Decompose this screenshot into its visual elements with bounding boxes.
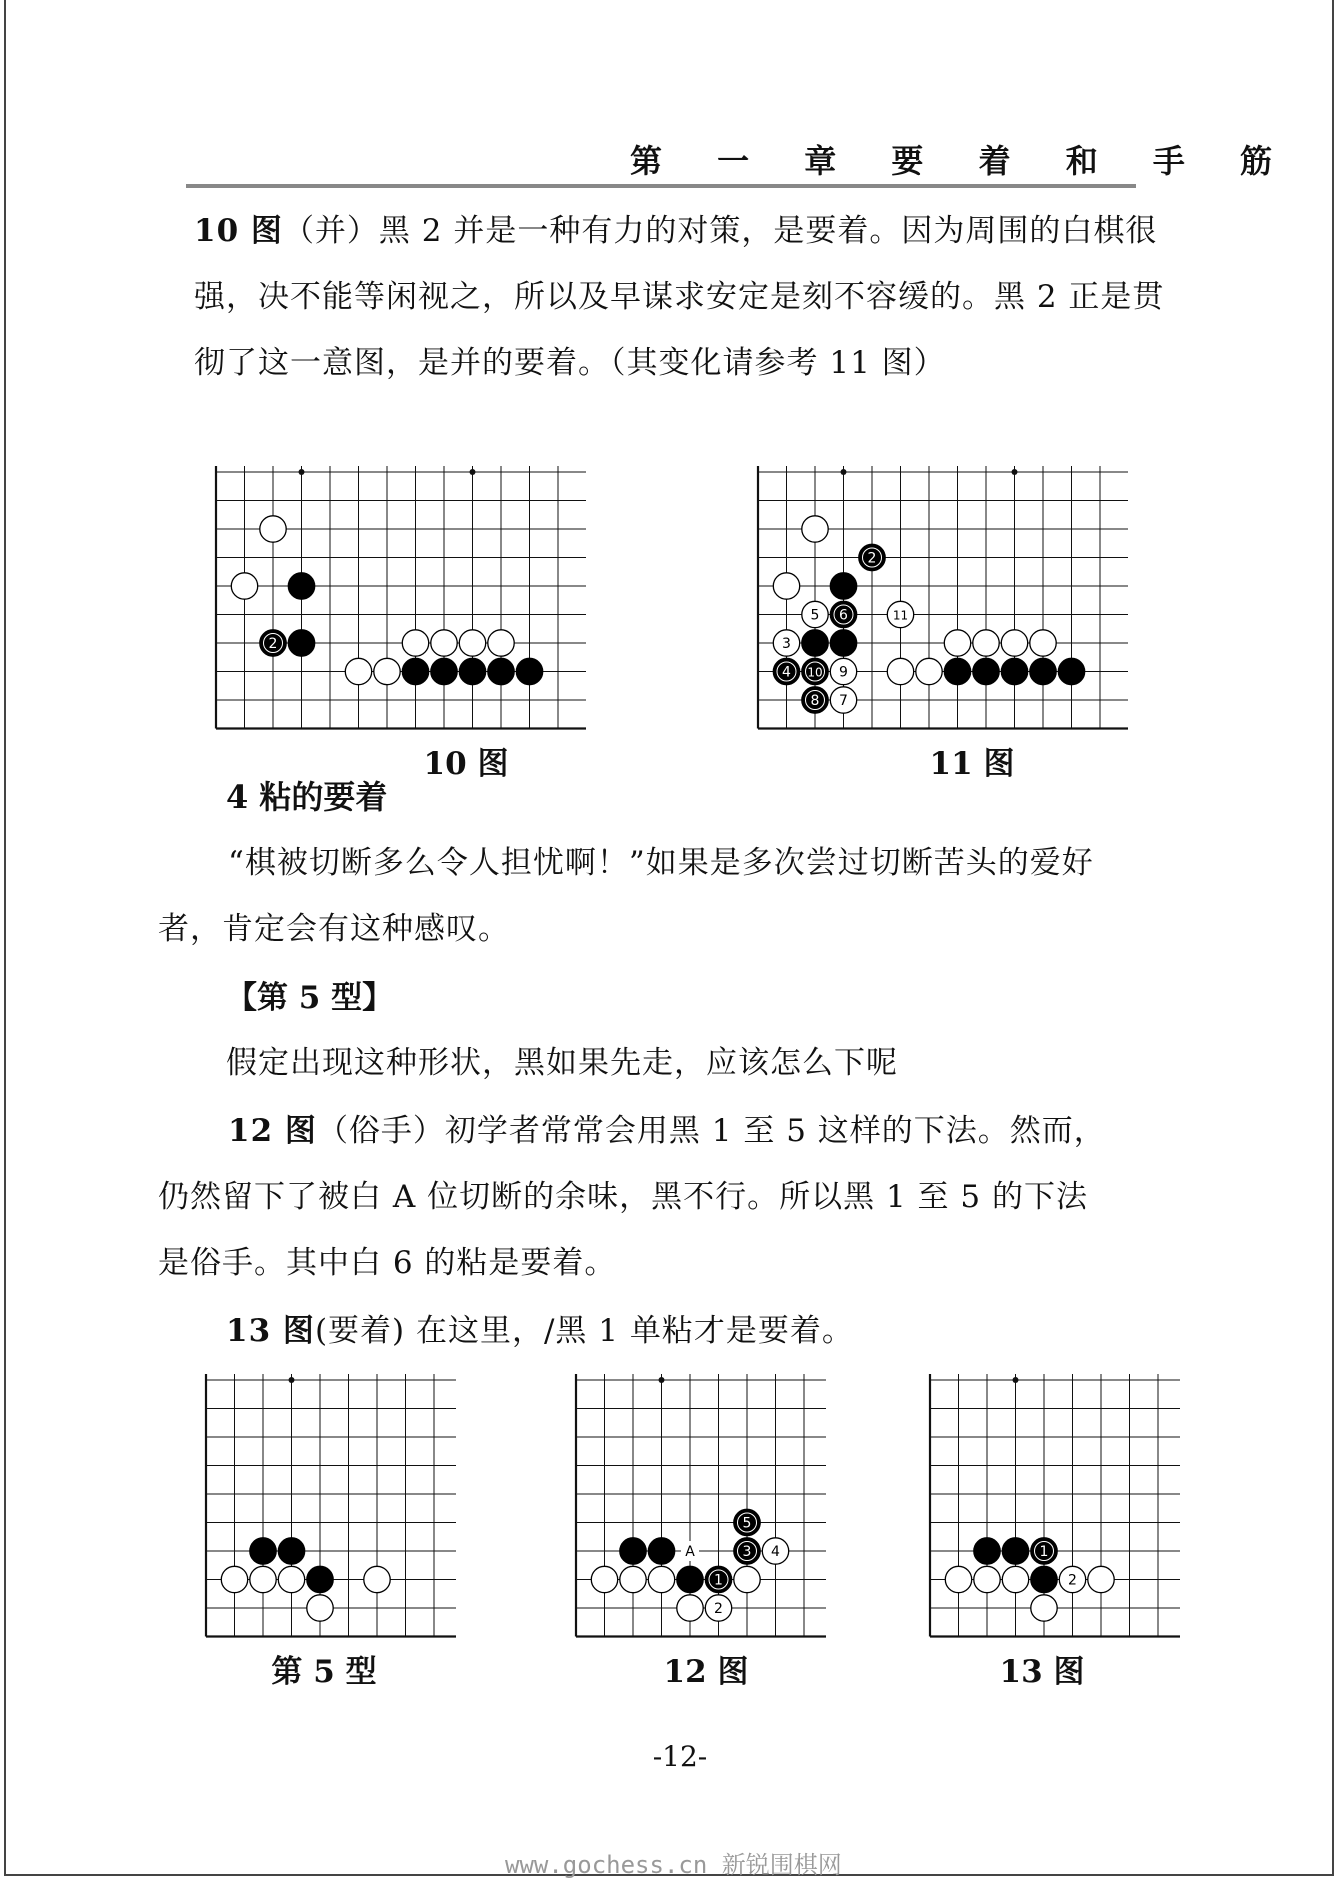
move-number-label: 4	[771, 1544, 780, 1560]
white-stone	[944, 630, 970, 656]
black-stone	[402, 658, 428, 684]
white-stone	[677, 1595, 703, 1621]
star-point	[1012, 469, 1018, 475]
white-stone	[773, 573, 799, 599]
white-stone	[1031, 1595, 1057, 1621]
caption-fig11: 11 图	[929, 746, 1015, 782]
black-stone	[516, 658, 542, 684]
caption-fig10: 10 图	[423, 746, 509, 782]
black-stone	[278, 1538, 304, 1564]
fig10-label: 10 图	[194, 213, 283, 249]
white-stone	[402, 630, 428, 656]
white-stone	[945, 1566, 971, 1592]
board-grid	[930, 1374, 1180, 1637]
white-stone	[1002, 1566, 1028, 1592]
white-stone	[1088, 1566, 1114, 1592]
white-stone	[364, 1566, 390, 1592]
move-number-label: 2	[268, 636, 278, 652]
move-number-label: 3	[782, 636, 791, 652]
type5-heading: 【第 5 型】	[226, 980, 394, 1016]
star-point	[841, 469, 847, 475]
black-stone	[459, 658, 485, 684]
go-board-fig13	[920, 1370, 1180, 1640]
fig10-text: （并）黑 2 并是一种有力的对策，是要着。因为周围的白棋很强，决不能等闲视之，所以及早谋求安定是刻不容缓的。黑 2 正是贯彻了这一意图，是并的要着。（其变化请参考 11 图）	[194, 213, 1165, 381]
move-number-label: 2	[1068, 1572, 1077, 1589]
header-rule	[186, 184, 1136, 188]
black-stone	[974, 1538, 1000, 1564]
fig13-text: (要着) 在这里，/黑 1 单粘才是要着。	[314, 1313, 854, 1349]
board-grid	[576, 1374, 826, 1637]
fig12-label: 12 图	[228, 1113, 317, 1149]
fig13-paragraph	[226, 1298, 1126, 1364]
quote-paragraph: “棋被切断多么令人担忧啊！”如果是多次尝过切断苦头的爱好者，肯定会有这种感叹。	[158, 845, 1094, 947]
move-number-label: 2	[867, 550, 877, 567]
fig13-label: 13 图	[226, 1313, 315, 1349]
move-number-label: 3	[742, 1544, 752, 1560]
black-stone	[307, 1566, 333, 1592]
black-stone	[1030, 658, 1056, 684]
black-stone	[288, 630, 314, 656]
prompt-paragraph: 假定出现这种形状，黑如果先走，应该怎么下呢	[226, 1045, 898, 1081]
fig12-text: （俗手）初学者常常会用黑 1 至 5 这样的下法。然而，仍然留下了被白 A 位切断的余味，黑不行。所以黑 1 至 5 的下法是俗手。其中白 6 的粘是要着。	[158, 1113, 1106, 1281]
white-stone	[1030, 630, 1056, 656]
caption-fig12: 12 图	[663, 1654, 749, 1690]
move-number-label: 11	[892, 608, 909, 623]
move-number-label: 5	[810, 607, 820, 624]
move-number-label: 1	[1039, 1544, 1049, 1560]
white-stone	[221, 1566, 247, 1592]
white-stone	[973, 630, 999, 656]
black-stone	[431, 658, 457, 684]
white-stone	[345, 658, 371, 684]
section-heading: 4 粘的要着	[226, 778, 388, 816]
black-stone	[802, 630, 828, 656]
black-stone	[830, 630, 856, 656]
star-point	[299, 469, 305, 475]
white-stone	[431, 630, 457, 656]
move-number-label: 9	[839, 664, 848, 681]
chapter-title: 第 一 章 要 着 和 手 筋	[630, 142, 1294, 180]
move-number-label: 8	[810, 693, 820, 709]
go-board-fig12	[566, 1370, 826, 1640]
board-grid	[216, 466, 586, 729]
fig12-paragraph	[158, 1098, 1108, 1296]
board-grid	[206, 1374, 456, 1637]
move-number-label: 1	[714, 1572, 723, 1589]
caption-fig13: 13 图	[999, 1654, 1085, 1690]
black-stone	[488, 658, 514, 684]
white-stone	[648, 1566, 674, 1592]
star-point	[289, 1377, 295, 1383]
move-number-label: 2	[714, 1601, 723, 1617]
white-stone	[250, 1566, 276, 1592]
black-stone	[830, 573, 856, 599]
white-stone	[591, 1566, 617, 1592]
star-point	[470, 469, 476, 475]
black-stone	[1002, 1538, 1028, 1564]
move-number-label: 5	[742, 1515, 752, 1532]
fig10-paragraph	[194, 198, 1174, 396]
black-stone	[620, 1538, 646, 1564]
black-stone	[1031, 1566, 1057, 1592]
black-stone	[973, 658, 999, 684]
go-board-fig11	[748, 462, 1128, 732]
white-stone	[1001, 630, 1027, 656]
go-board-type5	[196, 1370, 456, 1640]
white-stone	[734, 1566, 760, 1592]
star-point	[1013, 1377, 1019, 1383]
black-stone	[648, 1538, 674, 1564]
move-number-label: A	[685, 1544, 695, 1560]
white-stone	[260, 516, 286, 542]
white-stone	[459, 630, 485, 656]
black-stone	[1058, 658, 1084, 684]
black-stone	[944, 658, 970, 684]
white-stone	[974, 1566, 1000, 1592]
star-point	[659, 1377, 665, 1383]
black-stone	[1001, 658, 1027, 684]
move-number-label: 4	[782, 664, 791, 681]
black-stone	[677, 1566, 703, 1592]
move-number-label: 7	[839, 693, 848, 709]
black-stone	[288, 573, 314, 599]
caption-type5: 第 5 型	[271, 1654, 377, 1690]
white-stone	[278, 1566, 304, 1592]
go-board-fig10	[206, 462, 586, 732]
black-stone	[250, 1538, 276, 1564]
white-stone	[374, 658, 400, 684]
white-stone	[620, 1566, 646, 1592]
move-number-label: 10	[807, 665, 823, 680]
white-stone	[231, 573, 257, 599]
white-stone	[488, 630, 514, 656]
page-number: -12-	[652, 1740, 708, 1773]
white-stone	[802, 516, 828, 542]
watermark: www.gochess.cn 新锐围棋网	[505, 1851, 842, 1879]
white-stone	[916, 658, 942, 684]
white-stone	[887, 658, 913, 684]
white-stone	[307, 1595, 333, 1621]
move-number-label: 6	[839, 607, 848, 624]
